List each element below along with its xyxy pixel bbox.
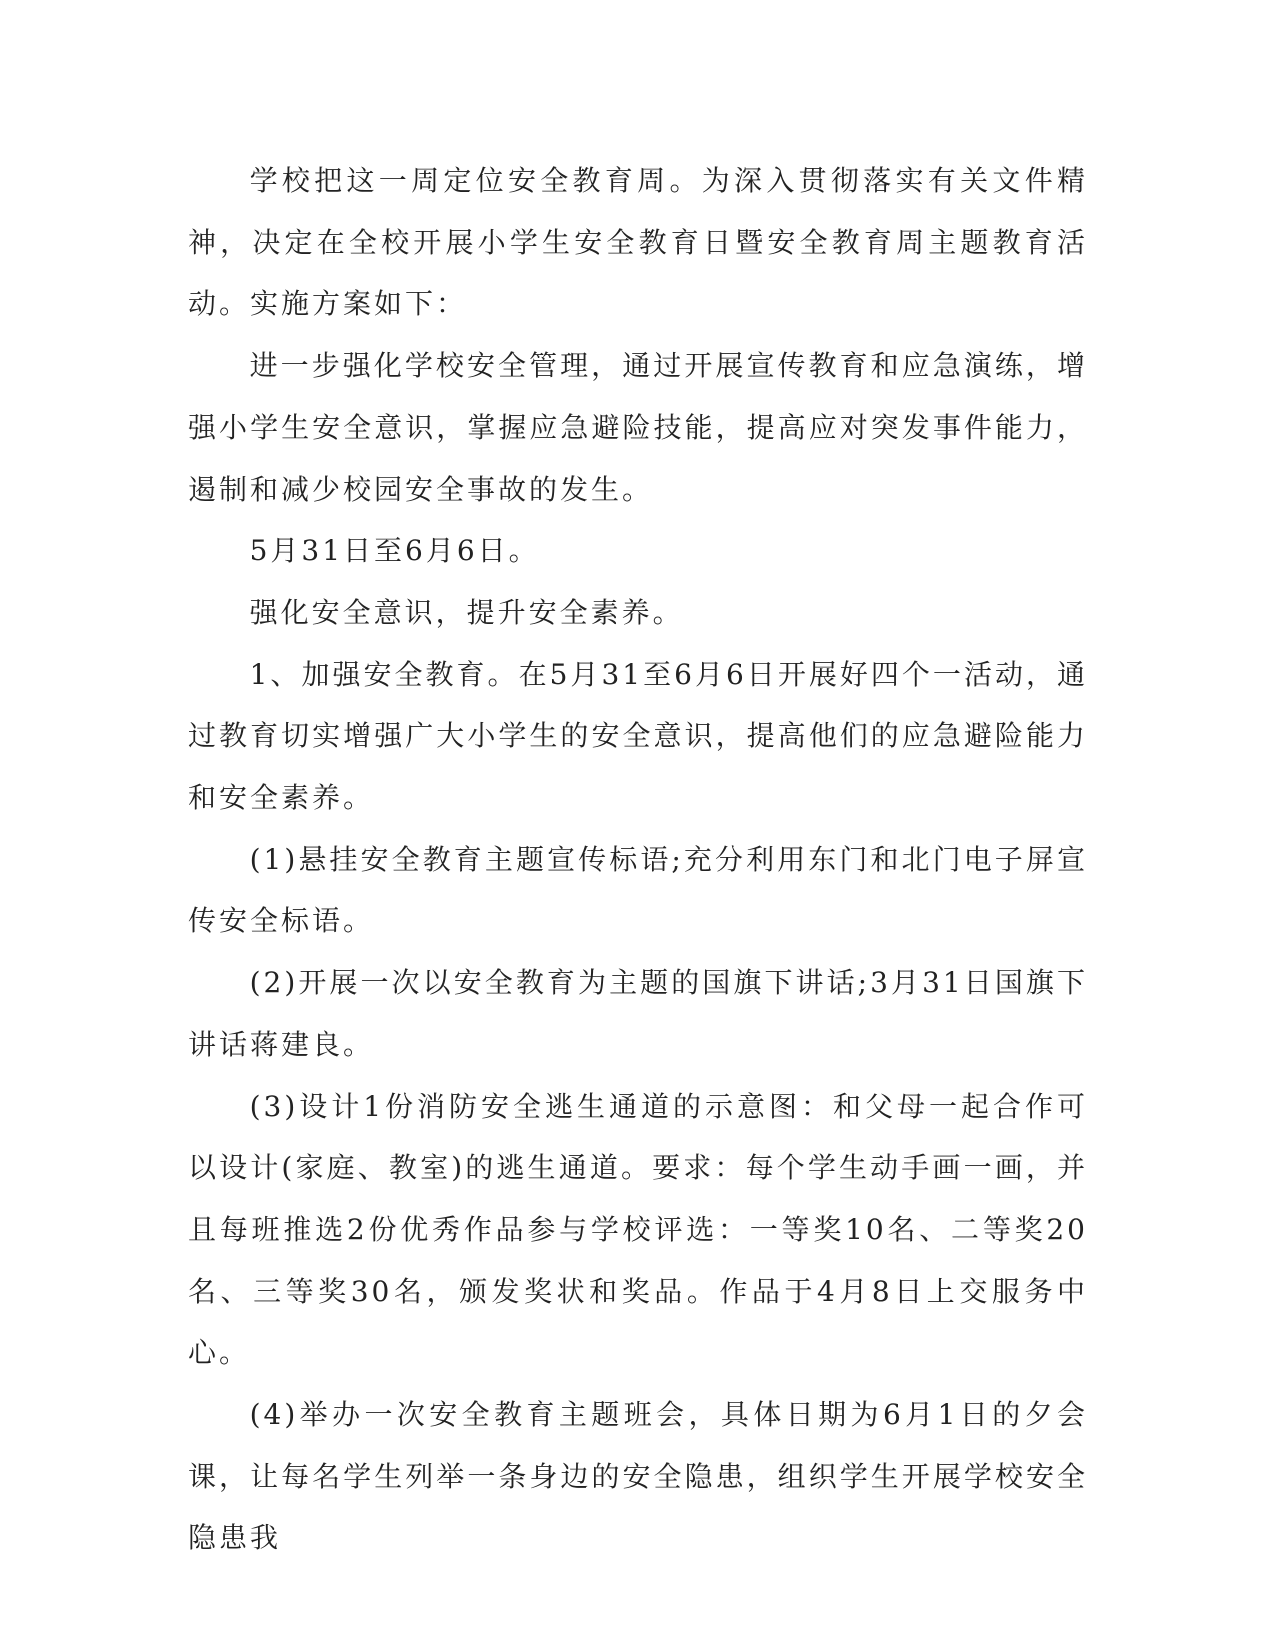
paragraph-goal: 进一步强化学校安全管理，通过开展宣传教育和应急演练，增强小学生安全意识，掌握应急避险技能，提高应对突发事件能力，遏制和减少校园安全事故的发生。 xyxy=(188,349,1088,506)
paragraph-subitem-4: (4)举办一次安全教育主题班会，具体日期为6月1日的夕会课，让每名学生列举一条身边的安全隐患，组织学生开展学校安全隐患我 xyxy=(188,1398,1088,1555)
paragraph-subitem-3: (3)设计1份消防安全逃生通道的示意图：和父母一起合作可以设计(家庭、教室)的逃生通道。要求：每个学生动手画一画，并且每班推选2份优秀作品参与学校评选：一等奖10名、二等奖20名、三等奖30名，颁发奖状和奖品。作品于4月8日上交服务中心。 xyxy=(188,1089,1088,1370)
paragraph-intro: 学校把这一周定位安全教育周。为深入贯彻落实有关文件精神，决定在全校开展小学生安全教育日暨安全教育周主题教育活动。实施方案如下： xyxy=(188,164,1088,321)
paragraph-subitem-1: (1)悬挂安全教育主题宣传标语;充分利用东门和北门电子屏宣传安全标语。 xyxy=(188,842,1088,938)
paragraph-subitem-2: (2)开展一次以安全教育为主题的国旗下讲话;3月31日国旗下讲话蒋建良。 xyxy=(188,966,1088,1061)
paragraph-theme: 强化安全意识，提升安全素养。 xyxy=(249,595,684,629)
paragraph-item-1: 1、加强安全教育。在5月31至6月6日开展好四个一活动，通过教育切实增强广大小学生的安全意识，提高他们的应急避险能力和安全素养。 xyxy=(188,657,1088,815)
paragraph-time: 5月31日至6月6日。 xyxy=(249,534,540,568)
document-body xyxy=(188,150,1088,1569)
